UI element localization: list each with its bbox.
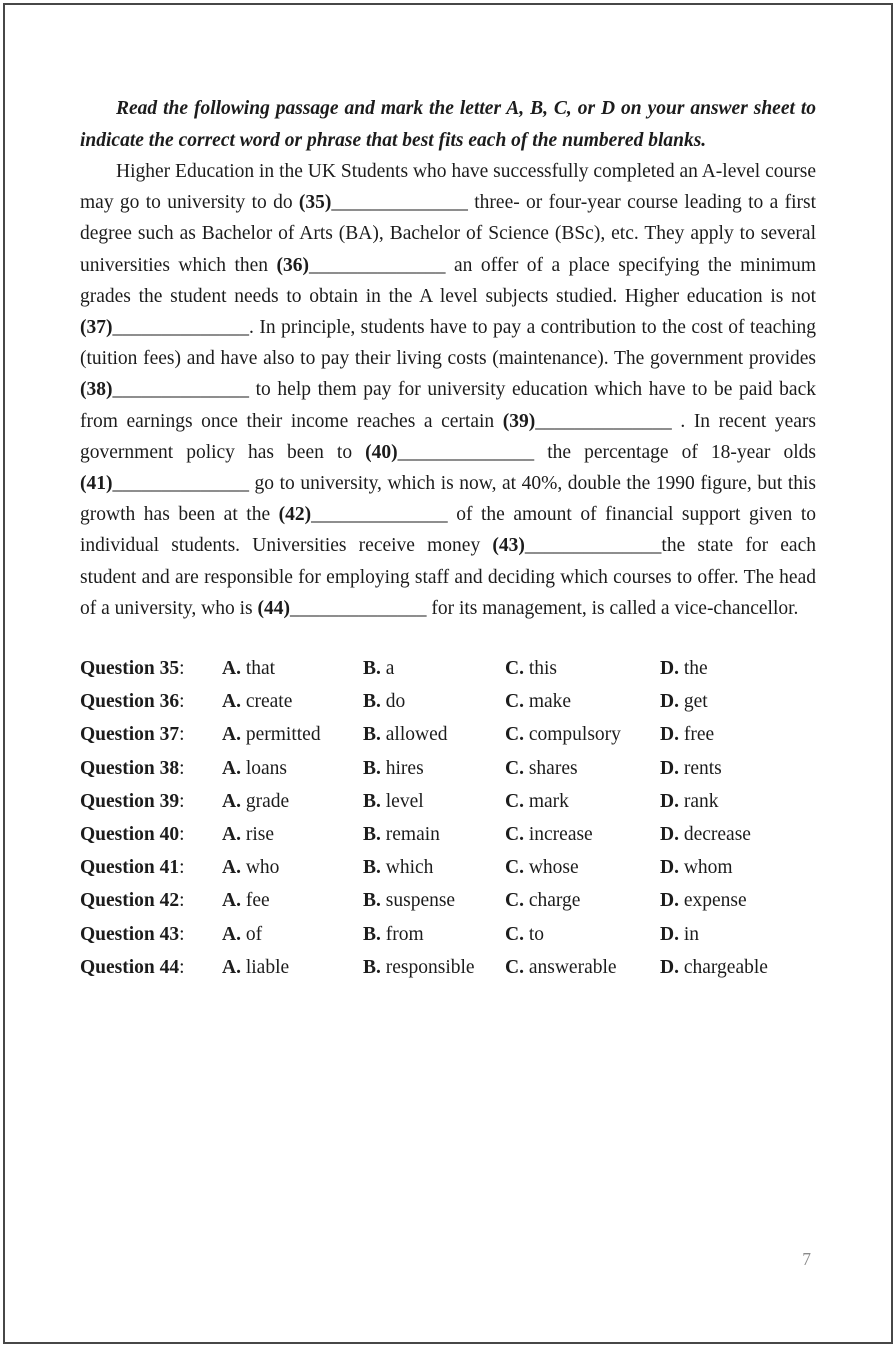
option-b: B. from bbox=[363, 923, 424, 945]
option-d: D. in bbox=[660, 923, 700, 945]
option-b: B. remain bbox=[363, 824, 440, 846]
question-row bbox=[80, 718, 816, 751]
option-c: C. shares bbox=[505, 757, 578, 779]
question-row bbox=[80, 851, 816, 884]
option-d: D. whom bbox=[660, 857, 733, 879]
blank-number: (43) bbox=[492, 535, 525, 557]
option-b: B. level bbox=[363, 790, 424, 812]
option-a: A. that bbox=[222, 658, 276, 680]
option-d: D. rank bbox=[660, 790, 719, 812]
option-b: B. hires bbox=[363, 757, 424, 779]
document-page bbox=[3, 3, 893, 1344]
option-a: A. who bbox=[222, 857, 280, 879]
option-d: D. decrease bbox=[660, 824, 751, 846]
option-d: D. expense bbox=[660, 890, 747, 912]
blank-number: (44) bbox=[257, 597, 290, 619]
question-row bbox=[80, 884, 816, 917]
question-row bbox=[80, 951, 816, 984]
option-c: C. mark bbox=[505, 790, 569, 812]
option-a: A. fee bbox=[222, 890, 270, 912]
option-b: B. which bbox=[363, 857, 434, 879]
blank-number: (41) bbox=[80, 473, 113, 495]
question-label: Question 41: bbox=[80, 857, 185, 879]
option-a: A. loans bbox=[222, 757, 288, 779]
question-label: Question 36: bbox=[80, 691, 185, 713]
blank-number: (35) bbox=[298, 192, 332, 214]
question-row bbox=[80, 785, 816, 818]
option-c: C. charge bbox=[505, 890, 581, 912]
option-d: D. the bbox=[660, 658, 708, 680]
option-c: C. make bbox=[505, 691, 572, 713]
question-row bbox=[80, 918, 816, 951]
option-c: C. whose bbox=[505, 857, 579, 879]
question-label: Question 39: bbox=[80, 790, 185, 812]
option-a: A. liable bbox=[222, 956, 290, 978]
question-row bbox=[80, 752, 816, 785]
instructions-paragraph: Read the following passage and mark the letter A, B, C, or D on your answer sheet to indicate the correct word or phrase that best fits each of the numbered blanks. bbox=[80, 98, 816, 151]
question-label: Question 43: bbox=[80, 923, 185, 945]
option-d: D. free bbox=[660, 724, 715, 746]
question-row bbox=[80, 652, 816, 685]
question-label: Question 40: bbox=[80, 824, 185, 846]
page-number: 7 bbox=[802, 1249, 811, 1269]
option-a: A. grade bbox=[222, 790, 290, 812]
blank-number: (39) bbox=[502, 410, 536, 432]
option-a: A. permitted bbox=[222, 724, 321, 746]
option-b: B. a bbox=[363, 658, 395, 680]
option-b: B. responsible bbox=[363, 956, 475, 978]
blank-number: (38) bbox=[80, 379, 113, 401]
question-label: Question 38: bbox=[80, 757, 185, 779]
option-d: D. rents bbox=[660, 757, 722, 779]
cloze-passage: Higher Education in the UK Students who have successfully completed an A-level course may go to university to do (35)______________ three- or four-year course leading to a first degree such as Bachelor of Arts (BA), Bachelor of Science (BSc), etc. They apply to several universities which then (36)______________ an offer of a place specifying the minimum grades the student needs to obtain in the A level subjects studied. Higher education is not (37)______________. In principle, students have to pay a contribution to the cost of teaching (tuition fees) and have also to pay their living costs (maintenance). The government provides (38)______________ to help them pay for university education which have to be paid back from earnings once their income reaches a certain (39)______________ . In recent years government policy has been to (40)______________ the percentage of 18-year olds (41)______________ go to university, which is now, at 40%, double the 1990 figure, but this growth has been at the (42)______________ of the amount of financial support given to individual students. Universities receive money (43)______________the state for each student and are responsible for employing staff and deciding which courses to offer. The head of a university, who is (44)______________ for its management, is called a vice-chancellor. bbox=[80, 161, 817, 619]
question-label: Question 44: bbox=[80, 956, 185, 978]
blank-number: (40) bbox=[365, 441, 398, 463]
option-c: C. to bbox=[505, 923, 545, 945]
option-b: B. allowed bbox=[363, 724, 448, 746]
option-b: B. do bbox=[363, 691, 406, 713]
questions-list bbox=[80, 652, 816, 984]
blank-number: (37) bbox=[80, 317, 113, 339]
blank-number: (42) bbox=[278, 504, 312, 526]
question-row bbox=[80, 685, 816, 718]
option-c: C. compulsory bbox=[505, 724, 621, 746]
question-label: Question 35: bbox=[80, 658, 185, 680]
option-b: B. suspense bbox=[363, 890, 456, 912]
option-a: A. rise bbox=[222, 824, 274, 846]
option-a: A. create bbox=[222, 691, 293, 713]
option-d: D. get bbox=[660, 691, 708, 713]
option-c: C. answerable bbox=[505, 956, 617, 978]
question-label: Question 37: bbox=[80, 724, 185, 746]
option-d: D. chargeable bbox=[660, 956, 768, 978]
blank-number: (36) bbox=[276, 254, 309, 276]
question-label: Question 42: bbox=[80, 890, 185, 912]
option-c: C. increase bbox=[505, 824, 593, 846]
option-a: A. of bbox=[222, 923, 263, 945]
question-row bbox=[80, 818, 816, 851]
option-c: C. this bbox=[505, 658, 558, 680]
